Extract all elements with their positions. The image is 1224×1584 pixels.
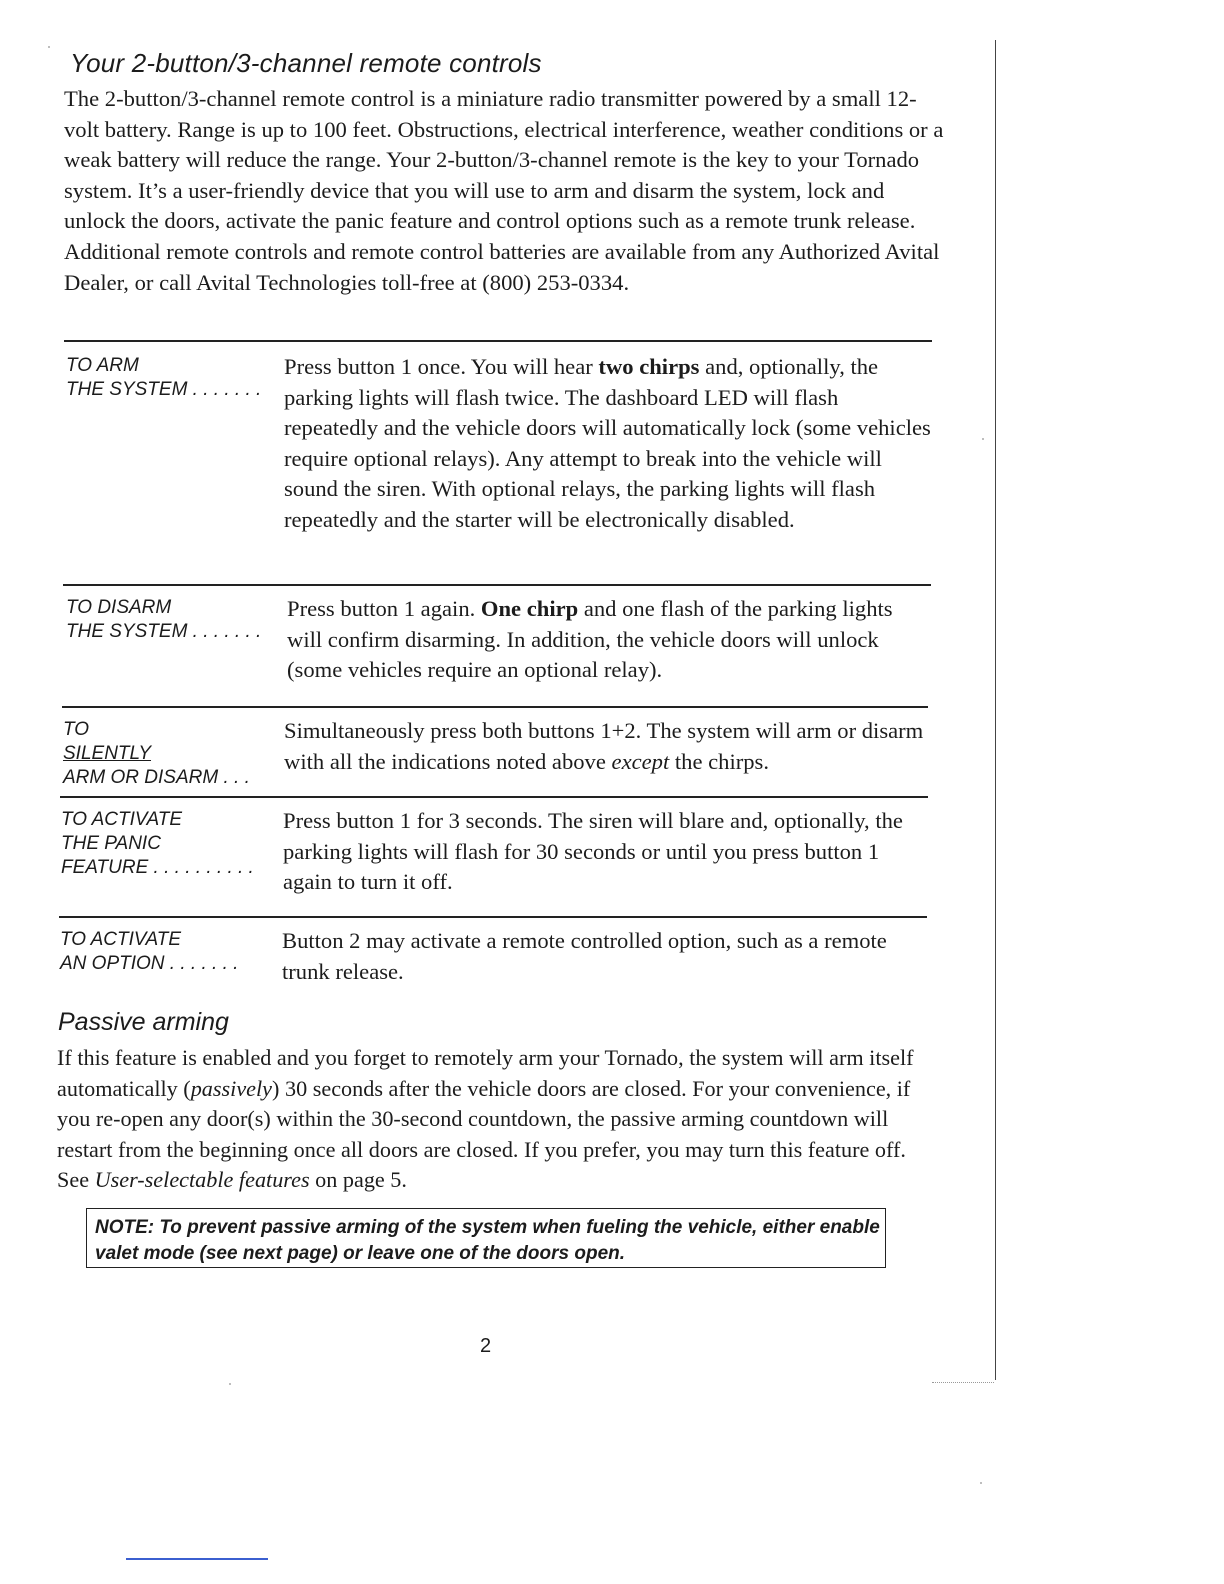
row-divider [64,340,932,342]
silent-arm-description: Simultaneously press both buttons 1+2. The system will arm or disarm with all the indications noted above except the chirps. [284,718,924,774]
panic-description: Press button 1 for 3 seconds. The siren will blare and, optionally, the parking lights will flash for 30 seconds or until you press button 1 again to turn it off. [283,808,903,895]
arm-description: Press button 1 once. You will hear two chirps and, optionally, the parking lights will flash twice. The dashboard LED will flash repeatedly and the vehicle doors will automatically lock (some vehicles require optional relays). Any attempt to break into the vehicle will sound the siren. With optional relays, the parking lights will flash repeatedly and the starter will be electronically disabled. [284,354,931,532]
scan-blue-mark [126,1558,268,1560]
page-number: 2 [480,1335,492,1357]
arm-label: TO ARM THE SYSTEM . . . . . . . [66,355,262,400]
row-divider [63,584,931,586]
row-divider [59,916,927,918]
passive-arming-text: If this feature is enabled and you forget to remotely arm your Tornado, the system will arm itself automatically (passively) 30 seconds after the vehicle doors are closed. For your convenience, if you re-open any door(s) within the 30-second countdown, the passive arming countdown will restart from the beginning once all doors are closed. If you prefer, you may turn this feature off. See User-selectable features on page 5. [57,1045,914,1193]
disarm-description: Press button 1 again. One chirp and one flash of the parking lights will confirm disarming. In addition, the vehicle doors will unlock (some vehicles require an optional relay). [287,596,893,683]
scan-speck [980,1482,982,1484]
remote-controls-intro: The 2-button/3-channel remote control is a miniature radio transmitter powered by a small 12-volt battery. Range is up to 100 feet. Obstructions, electrical interference, weather conditions or a weak battery will reduce the range. Your 2-button/3-channel remote is the key to your Tornado system. It’s a user-friendly device that you will use to arm and disarm the system, lock and unlock the doors, activate the panic feature and control options such as a remote trunk release. Additional remote controls and remote control batteries are available from any Authorized Avital Dealer, or call Avital Technologies toll-free at (800) 253-0334. [64,86,944,295]
disarm-label: TO DISARM THE SYSTEM . . . . . . . [66,597,262,642]
row-divider [60,796,928,798]
one-chirp-emphasis: One chirp [480,596,579,621]
fueling-note-box: NOTE: To prevent passive arming of the system when fueling the vehicle, either enable valet mode (see next page) or leave one of the doors open. [86,1208,886,1268]
scan-speck [229,1383,231,1385]
remote-controls-heading: Your 2-button/3-channel remote controls [70,48,542,78]
two-chirps-emphasis: two chirps [598,354,700,379]
panic-label: TO ACTIVATE THE PANIC FEATURE . . . . . . . . . . [61,809,254,878]
option-label: TO ACTIVATE AN OPTION . . . . . . . [60,929,239,974]
scan-speck [48,46,50,48]
row-divider [62,706,928,708]
passive-arming-heading: Passive arming [58,1008,229,1036]
silent-arm-label: TO SILENTLY ARM OR DISARM . . . [63,719,250,788]
scan-edge-tick [932,1382,994,1383]
scan-edge-line [995,40,996,1380]
option-description: Button 2 may activate a remote controlled option, such as a remote trunk release. [282,928,887,984]
scan-speck [982,438,984,440]
